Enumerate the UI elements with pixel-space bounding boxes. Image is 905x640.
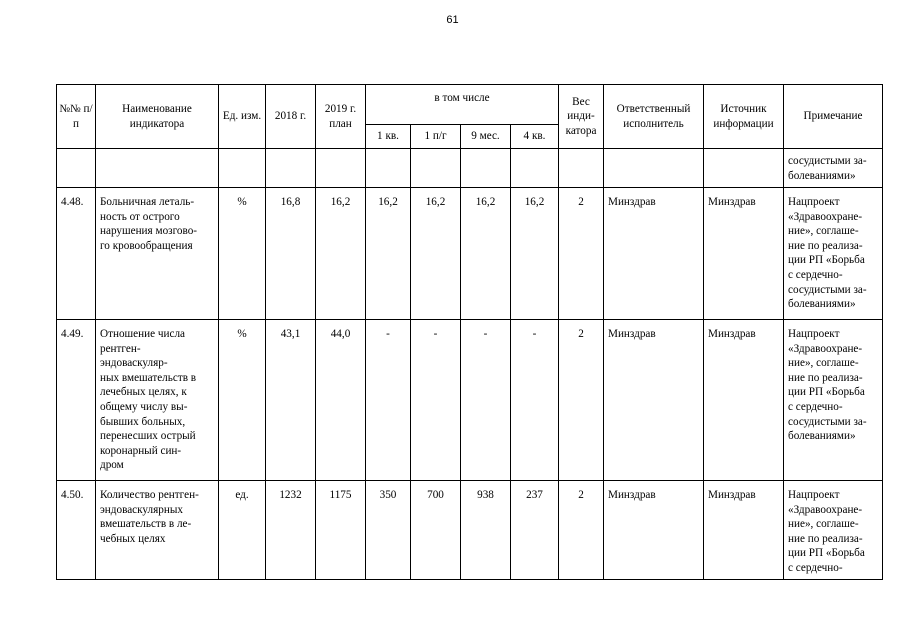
header-source: Источник информации — [704, 85, 784, 149]
row-h1: 16,2 — [411, 188, 461, 320]
row-note: Нацпроект «Здравоохране- ние», соглаше- ние по реализа- ции РП «Борьба с сердечно- сосудистыми за- болеваниями» — [784, 320, 883, 481]
row-h1: 700 — [411, 481, 461, 580]
row-weight: 2 — [559, 481, 604, 580]
header-2019-plan: 2019 г. план — [316, 85, 366, 149]
continuation-row — [57, 149, 883, 188]
row-2019: 16,2 — [316, 188, 366, 320]
page-number: 61 — [446, 14, 459, 26]
row-q1: - — [366, 320, 411, 481]
header-responsible: Ответственный исполнитель — [604, 85, 704, 149]
header-2018: 2018 г. — [266, 85, 316, 149]
row-2019: 1175 — [316, 481, 366, 580]
table-row — [57, 481, 883, 580]
row-2018: 43,1 — [266, 320, 316, 481]
row-2018: 16,8 — [266, 188, 316, 320]
row-name: Больничная леталь- ность от острого нарушения мозгово- го кровообращения — [96, 188, 219, 320]
row-responsible: Минздрав — [604, 481, 704, 580]
row-2018: 1232 — [266, 481, 316, 580]
table-row — [57, 320, 883, 481]
continuation-note: сосудистыми за- болеваниями» — [784, 149, 883, 188]
row-unit: % — [219, 320, 266, 481]
row-weight: 2 — [559, 320, 604, 481]
row-source: Минздрав — [704, 188, 784, 320]
row-9months: 16,2 — [461, 188, 511, 320]
row-num: 4.48. — [57, 188, 96, 320]
row-q4: - — [511, 320, 559, 481]
row-num: 4.50. — [57, 481, 96, 580]
row-source: Минздрав — [704, 320, 784, 481]
row-responsible: Минздрав — [604, 320, 704, 481]
row-responsible: Минздрав — [604, 188, 704, 320]
header-num: №№ п/п — [57, 85, 96, 149]
row-q4: 237 — [511, 481, 559, 580]
row-weight: 2 — [559, 188, 604, 320]
row-name: Отношение числа рентген- эндоваскуляр- ных вмешательств в лечебных целях, к общему числу вы- бывших больных, перенесших острый коронарный син- дром — [96, 320, 219, 481]
header-note: Примечание — [784, 85, 883, 149]
row-q1: 350 — [366, 481, 411, 580]
row-h1: - — [411, 320, 461, 481]
header-q1: 1 кв. — [366, 125, 411, 149]
row-unit: % — [219, 188, 266, 320]
row-note: Нацпроект «Здравоохране- ние», соглаше- ние по реализа- ции РП «Борьба с сердечно- — [784, 481, 883, 580]
row-note: Нацпроект «Здравоохране- ние», соглаше- ние по реализа- ции РП «Борьба с сердечно- сосудистыми за- болеваниями» — [784, 188, 883, 320]
header-q4: 4 кв. — [511, 125, 559, 149]
row-9months: - — [461, 320, 511, 481]
header-including: в том числе — [366, 85, 559, 125]
row-name: Количество рентген- эндоваскулярных вмешательств в ле- чебных целях — [96, 481, 219, 580]
header-h1: 1 п/г — [411, 125, 461, 149]
row-source: Минздрав — [704, 481, 784, 580]
row-q4: 16,2 — [511, 188, 559, 320]
row-q1: 16,2 — [366, 188, 411, 320]
table-row — [57, 188, 883, 320]
row-num: 4.49. — [57, 320, 96, 481]
header-unit: Ед. изм. — [219, 85, 266, 149]
header-weight: Вес инди-катора — [559, 85, 604, 149]
indicators-table — [56, 84, 883, 580]
row-9months: 938 — [461, 481, 511, 580]
row-2019: 44,0 — [316, 320, 366, 481]
row-unit: ед. — [219, 481, 266, 580]
header-9months: 9 мес. — [461, 125, 511, 149]
header-name: Наименование индикатора — [96, 85, 219, 149]
